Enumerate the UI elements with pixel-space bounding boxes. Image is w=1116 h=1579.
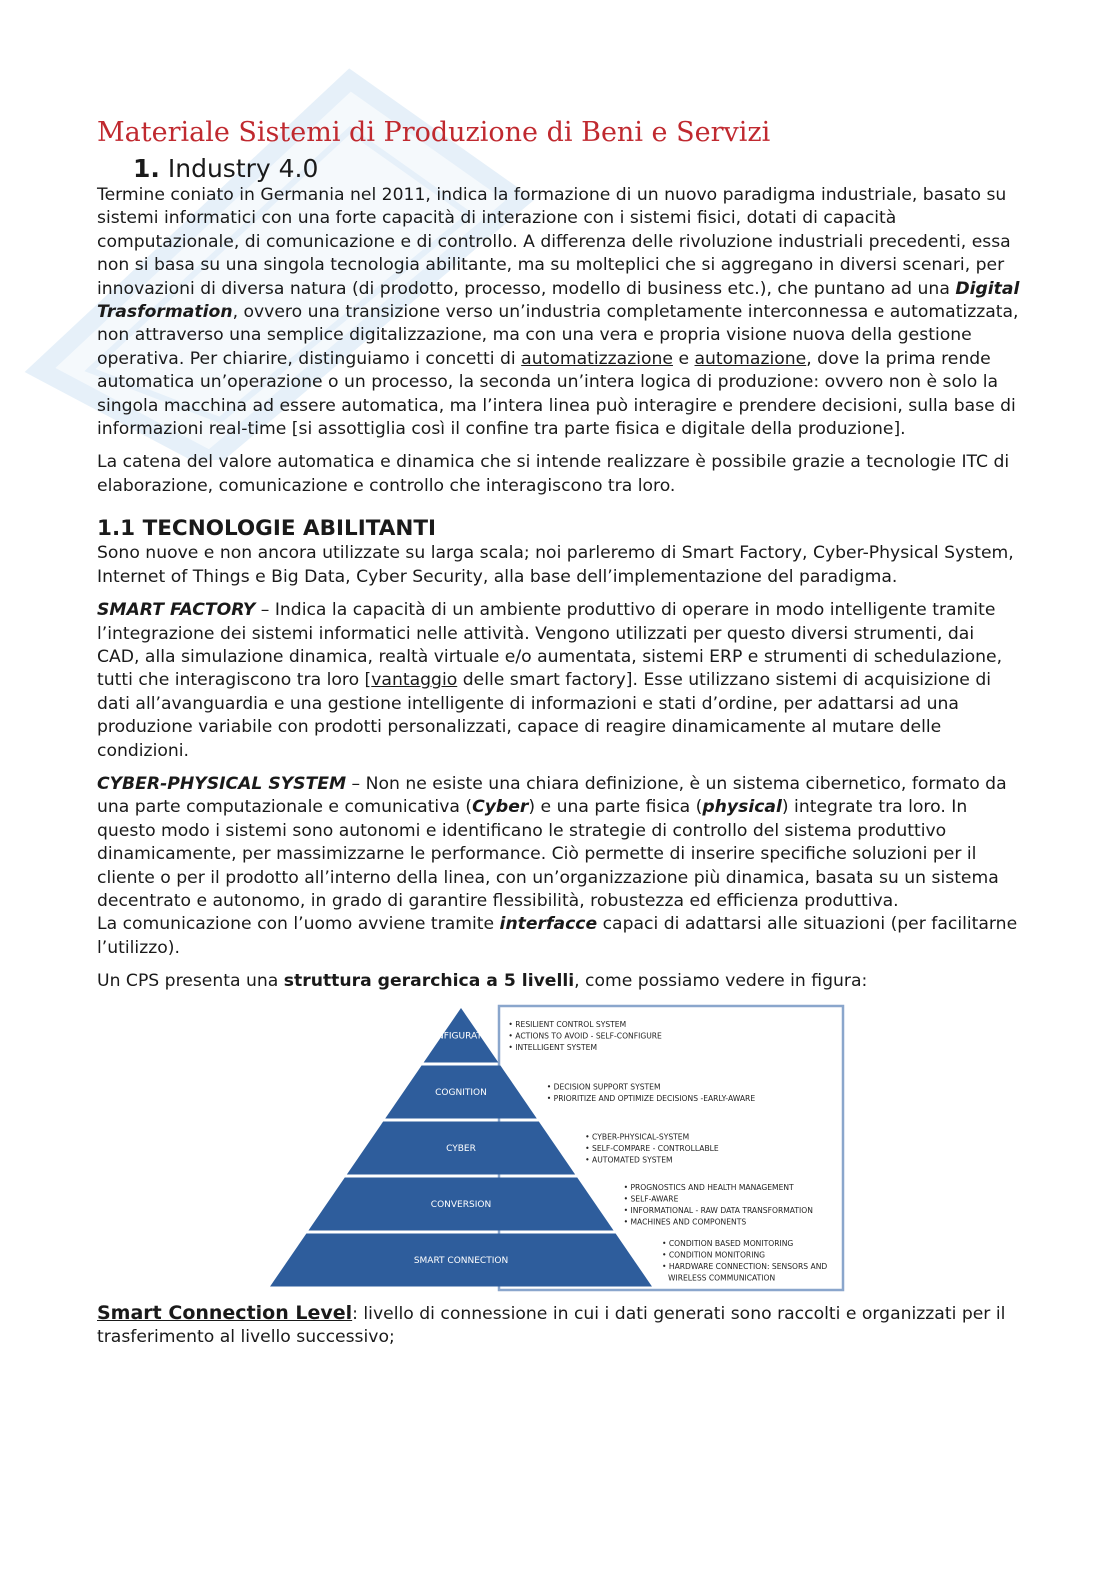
paragraph-cps: CYBER-PHYSICAL SYSTEM – Non ne esiste una chiara definizione, è un sistema cibernetico, formato da una parte computazionale e comunicativa (Cyber) e una parte fisica (physical) integrate tra loro. In questo modo i sistemi sono autonomi e identificano le strategie di controllo del sistema produttivo dinamicamente, per massimizzarne le performance. Ciò permette di inserire specifiche soluzioni per il cliente o per il prodotto all’interno della linea, con un’organizzazione più dinamica, basata su un sistema decentrato e autonomo, in grado di garantire flessibilità, robustezza ed efficienza produttiva. — [97, 773, 1007, 911]
pyramid-level-item: • ACTIONS TO AVOID - SELF-CONFIGURE — [508, 1030, 662, 1040]
paragraph-smart-connection: Smart Connection Level: livello di connessione in cui i dati generati sono raccolti e organizzati per il trasferimento al livello successivo; — [97, 1301, 1006, 1347]
pyramid-level-item: • MACHINES AND COMPONENTS — [623, 1216, 747, 1226]
paragraph-structure: Un CPS presenta una struttura gerarchica a 5 livelli, come possiamo vedere in figura: — [97, 971, 868, 992]
paragraph-tecnologie: Sono nuove e non ancora utilizzate su larga scala; noi parleremo di Smart Factory, Cyber-Physical System, Internet of Things e Big Data, Cyber Security, alla base dell’implementazione del paradigma. — [97, 543, 1014, 587]
pyramid-level-item: • CONDITION MONITORING — [661, 1249, 766, 1259]
pyramid-level-item: • RESILIENT CONTROL SYSTEM — [508, 1019, 627, 1029]
pyramid-level-label: CONVERSION — [430, 1199, 492, 1210]
pyramid-level-item: • PROGNOSTICS AND HEALTH MANAGEMENT — [623, 1182, 794, 1192]
pyramid-level-item: • AUTOMATED SYSTEM — [585, 1155, 673, 1165]
paragraph-value-chain: La catena del valore automatica e dinamica che si intende realizzare è possibile grazie a tecnologie ITC di elaborazione, comunicazione e controllo che interagiscono tra loro. — [97, 452, 1010, 496]
pyramid-level-item: • DECISION SUPPORT SYSTEM — [546, 1081, 661, 1091]
pyramid-level-item: • PRIORITIZE AND OPTIMIZE DECISIONS -EARLY-AWARE — [546, 1093, 756, 1103]
pyramid-level-item: • INTELLIGENT SYSTEM — [508, 1042, 598, 1052]
pyramid-level-item: • HARDWARE CONNECTION: SENSORS AND — [661, 1261, 828, 1271]
pyramid-level-label: CONFIGURATION — [423, 1030, 499, 1041]
section-heading-tecnologie: 1.1 TECNOLOGIE ABILITANTI — [97, 516, 437, 542]
document-page — [97, 112, 1022, 1359]
pyramid-level-item: • INFORMATIONAL - RAW DATA TRANSFORMATION — [623, 1205, 813, 1215]
pyramid-level-item: • SELF-AWARE — [623, 1193, 679, 1203]
pyramid-level-item: • CYBER-PHYSICAL-SYSTEM — [585, 1132, 690, 1142]
pyramid-level-label: CYBER — [446, 1143, 476, 1154]
pyramid-level-item: WIRELESS COMMUNICATION — [667, 1272, 776, 1282]
cps-pyramid-figure — [269, 1004, 847, 1294]
pyramid-level-label: COGNITION — [435, 1087, 487, 1098]
paragraph-intro: Termine coniato in Germania nel 2011, indica la formazione di un nuovo paradigma industriale, basato su sistemi informatici con una forte capacità di interazione con i sistemi fisici, dotati di capacità computazionale, di comunicazione e di controllo. A differenza delle rivoluzione industriali precedenti, essa non si basa su una singola tecnologia abilitante, ma su molteplici che si aggregano in diversi scenari, per innovazioni di diversa natura (di prodotto, processo, modello di business etc.), che puntano ad una Digital Trasformation, ovvero una transizione verso un’industria completamente interconnessa e automatizzata, non attraverso una semplice digitalizzazione, ma con una vera e propria visione nuova della gestione operativa. Per chiarire, distinguiamo i concetti di automatizzazione e automazione, dove la prima rende automatica un’operazione o un processo, la seconda un’intera logica di produzione: ovvero non è solo la singola macchina ad essere automatica, ma l’intera linea può interagire e prendere decisioni, sulla base di informazioni real-time [si assottiglia così il confine tra parte fisica e digitale della produzione]. — [97, 185, 1020, 440]
section-heading-industry-4: 1. Industry 4.0 — [133, 154, 319, 183]
paragraph-smart-factory: SMART FACTORY – Indica la capacità di un ambiente produttivo di operare in modo intelligente tramite l’integrazione dei sistemi informatici nelle attività. Vengono utilizzati per questo diversi strumenti, dai CAD, alla simulazione dinamica, realtà virtuale e/o aumentata, sistemi ERP e strumenti di schedulazione, tutti che interagiscono tra loro [vantaggio delle smart factory]. Esse utilizzano sistemi di acquisizione di dati all’avanguardia e una gestione intelligente di informazioni e stati d’ordine, per adattarsi ad una produzione variabile con prodotti personalizzati, capace di reagire dinamicamente al mutare delle condizioni. — [97, 600, 1003, 761]
pyramid-level-label: SMART CONNECTION — [413, 1255, 509, 1266]
pyramid-level-item: • CONDITION BASED MONITORING — [661, 1238, 794, 1248]
document-title: Materiale Sistemi di Produzione di Beni e Servizi — [97, 117, 771, 148]
paragraph-interfacce: La comunicazione con l’uomo avviene tramite interfacce capaci di adattarsi alle situazioni (per facilitarne l’utilizzo). — [97, 914, 1018, 958]
pyramid-level-item: • SELF-COMPARE - CONTROLLABLE — [585, 1143, 719, 1153]
cps-pyramid — [269, 1004, 847, 1294]
